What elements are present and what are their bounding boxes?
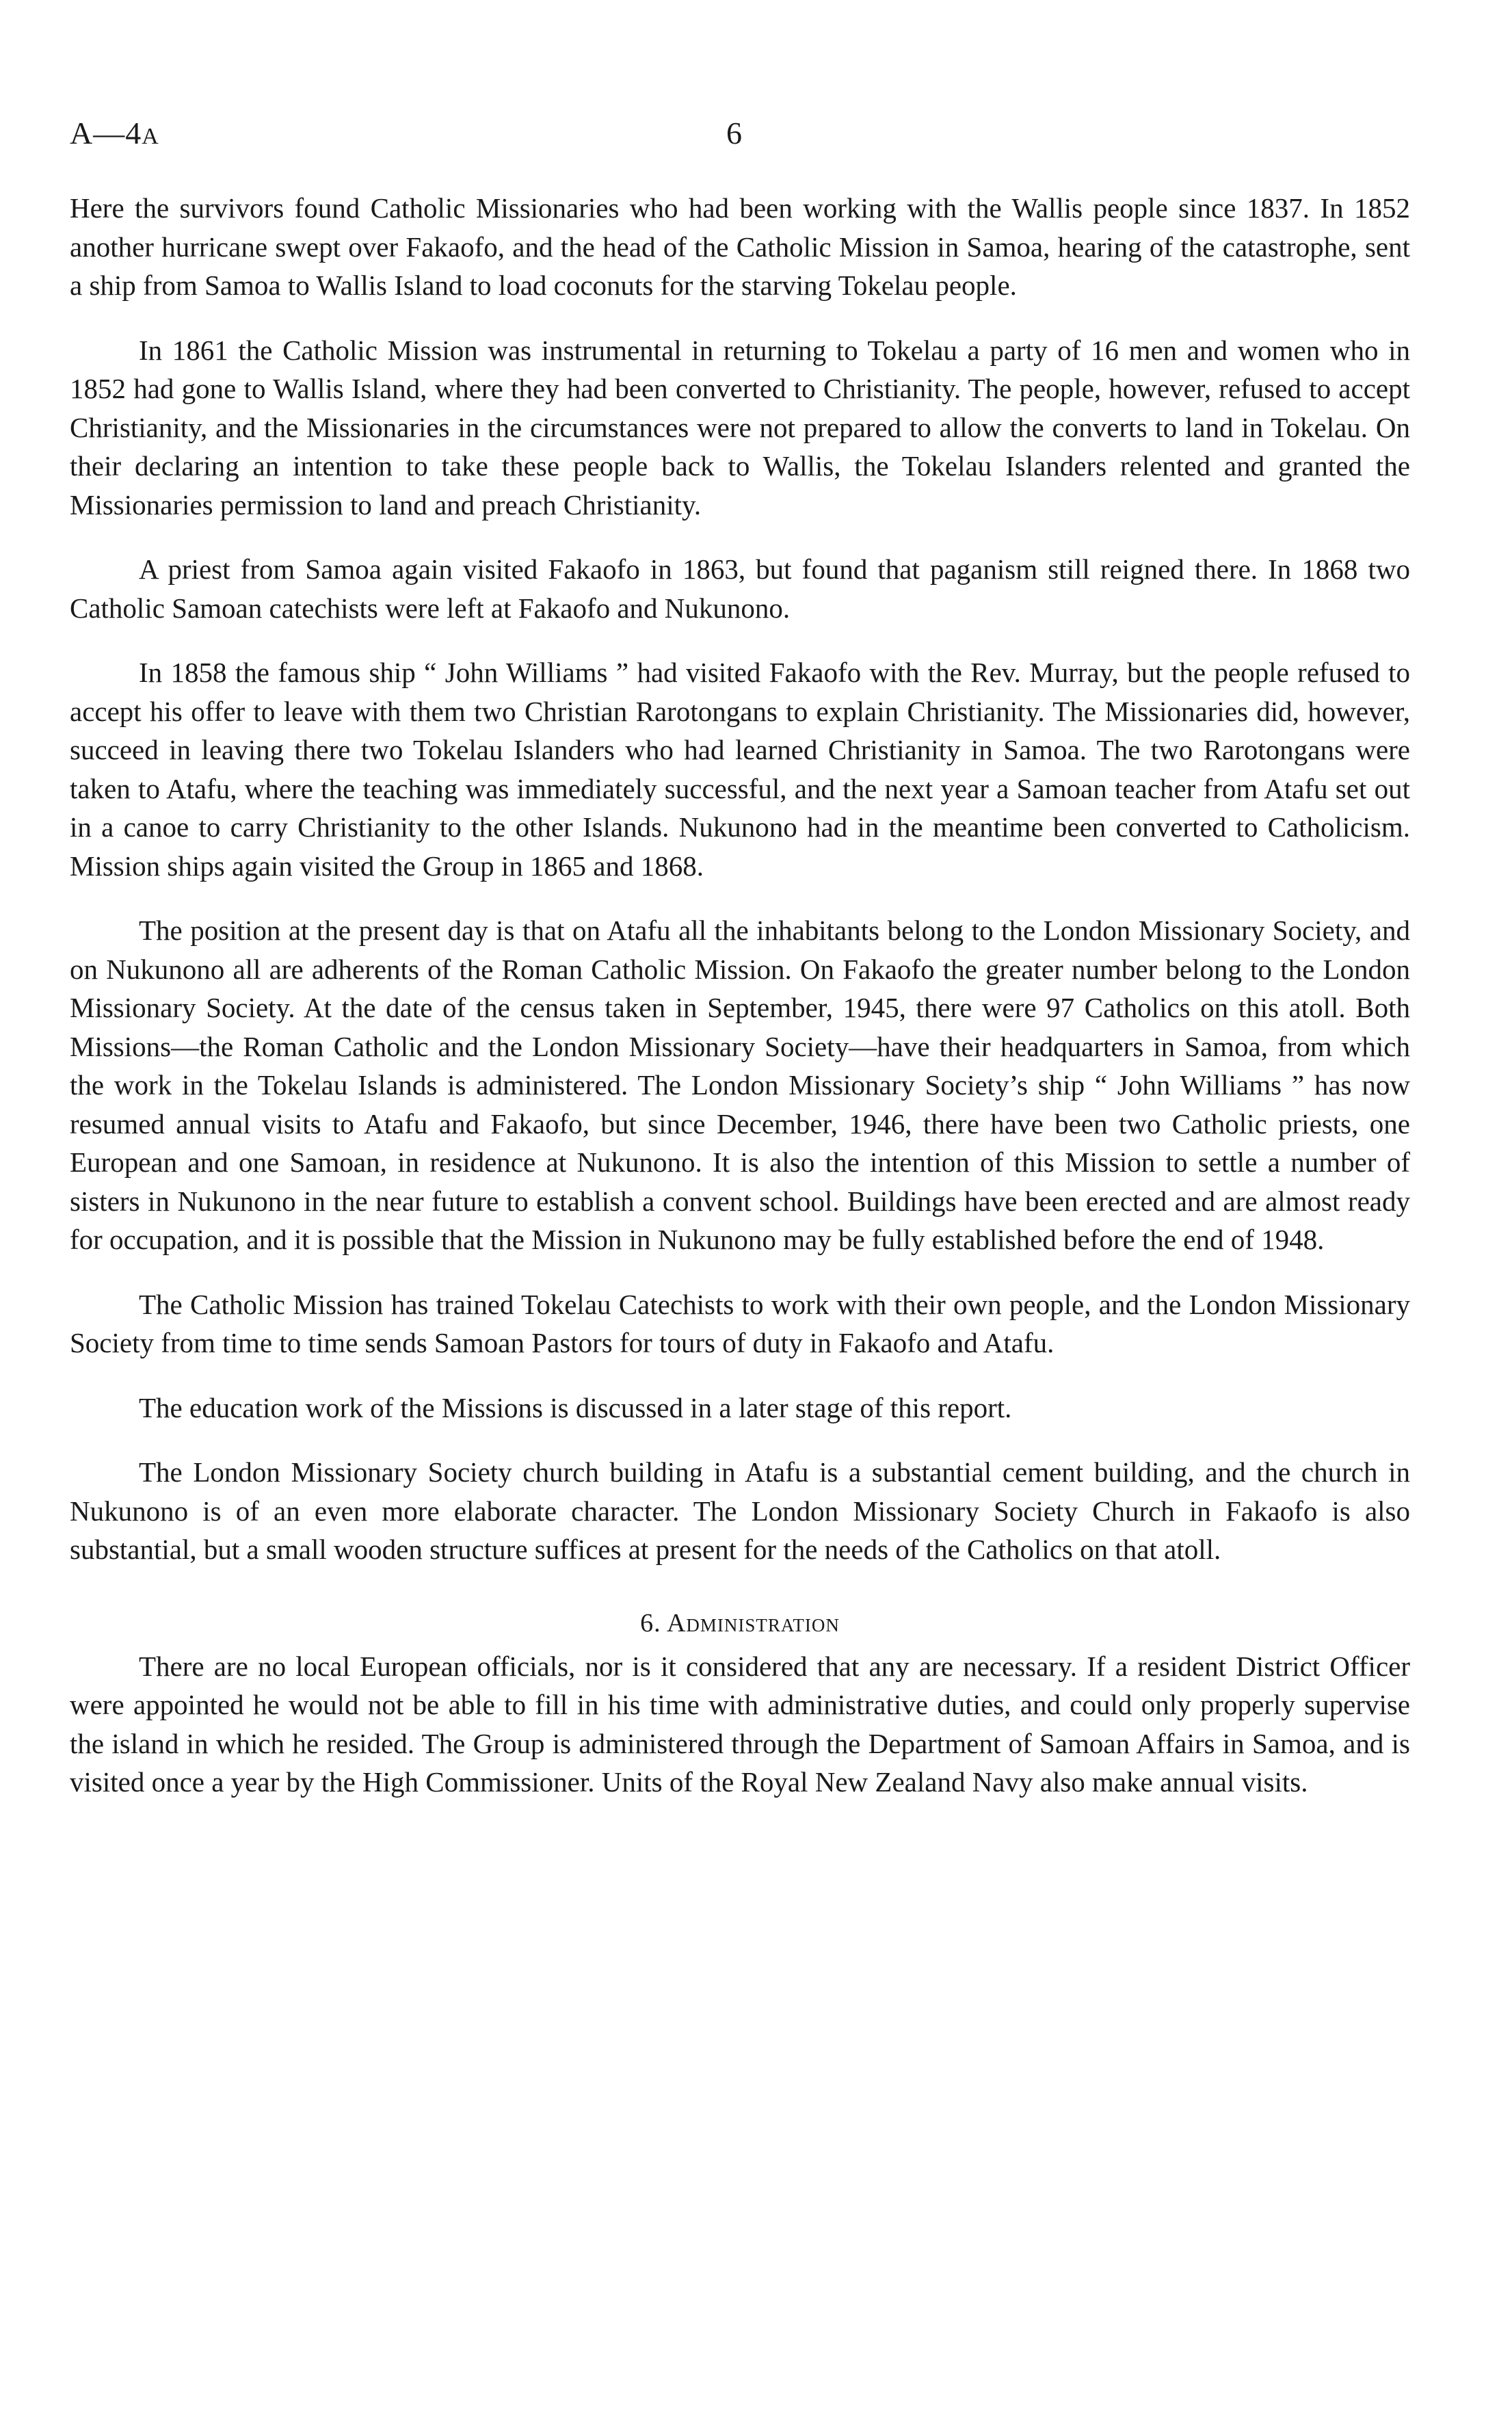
paragraph-1863-priest: A priest from Samoa again visited Fakaofo in 1863, but found that paganism still reigned there. In 1868 two Catholic Samoan catechists were left at Fakaofo and Nukunono. xyxy=(70,553,1410,624)
paragraph-education: The education work of the Missions is discussed in a later stage of this report. xyxy=(139,1391,1012,1423)
paragraph-administration: There are no local European officials, nor is it considered that any are necessary. If a resident District Officer were appointed he would not be able to fill in his time with administrative duties, and could only properly supervise the island in which he resided. The Group is administered through the Department of Samoan Affairs in Samoa, and is visited once a year by the High Commissioner. Units of the Royal New Zealand Navy also make annual visits. xyxy=(70,1650,1410,1798)
paragraph-survivors: Here the survivors found Catholic Missionaries who had been working with the Wallis people since 1837. In 1852 another hurricane swept over Fakaofo, and the head of the Catholic Mission in Samoa, hearing of the catastrophe, sent a ship from Samoa to Wallis Island to load coconuts for the starving Tokelau people. xyxy=(70,192,1410,301)
document-code xyxy=(70,115,159,151)
page-number: 6 xyxy=(726,116,742,150)
document-page xyxy=(70,115,1410,1828)
paragraph-present-day: The position at the present day is that on Atafu all the inhabitants belong to the London Missionary Society, and on Nukunono all are adherents of the Roman Catholic Mission. On Fakaofo the greater number belong to the London Missionary Society. At the date of the census taken in September, 1945, there were 97 Catholics on this atoll. Both Missions—the Roman Catholic and the London Missionary Society—have their headquarters in Samoa, from which the work in the Tokelau Islands is administered. The London Missionary Society’s ship “ John Williams ” has now resumed annual visits to Atafu and Fakaofo, but since December, 1946, there have been two Catholic priests, one European and one Samoan, in residence at Nukunono. It is also the intention of this Mission to settle a number of sisters in Nukunono in the near future to establish a convent school. Buildings have been erected and are almost ready for occupation, and it is possible that the Mission in Nukunono may be fully established before the end of 1948. xyxy=(70,915,1410,1255)
section-heading-administration: 6. Administration xyxy=(640,1608,840,1638)
paragraph-catechists: The Catholic Mission has trained Tokelau Catechists to work with their own people, and the London Missionary Society from time to time sends Samoan Pastors for tours of duty in Fakaofo and Atafu. xyxy=(70,1288,1410,1358)
running-head xyxy=(70,115,1410,170)
paragraph-1861-mission: In 1861 the Catholic Mission was instrumental in returning to Tokelau a party of 16 men and women who in 1852 had gone to Wallis Island, where they had been converted to Christianity. The people, however, refused to accept Christianity, and the Missionaries in the circumstances were not prepared to allow the converts to land in Tokelau. On their declaring an intention to take these people back to Wallis, the Tokelau Islanders relented and granted the Missionaries permission to land and preach Christianity. xyxy=(70,334,1410,521)
body-text xyxy=(70,189,1410,1802)
document-code-main: A—4 xyxy=(70,116,142,150)
paragraph-church-buildings: The London Missionary Society church building in Atafu is a substantial cement building, and the church in Nukunono is of an even more elaborate character. The London Missionary Society Church in Fakaofo is also substantial, but a small wooden structure suffices at present for the needs of the Catholics on that atoll. xyxy=(70,1456,1410,1565)
document-code-sub: A xyxy=(142,124,159,149)
paragraph-john-williams: In 1858 the famous ship “ John Williams ” had visited Fakaofo with the Rev. Murray, but the people refused to accept his offer to leave with them two Christian Rarotongans to explain Christianity. The Missionaries did, however, succeed in leaving there two Tokelau Islanders who had learned Christianity in Samoa. The two Rarotongans were taken to Atafu, where the teaching was immediately successful, and the next year a Samoan teacher from Atafu set out in a canoe to carry Christianity to the other Islands. Nukunono had in the meantime been converted to Catholicism. Mission ships again visited the Group in 1865 and 1868. xyxy=(70,657,1410,882)
